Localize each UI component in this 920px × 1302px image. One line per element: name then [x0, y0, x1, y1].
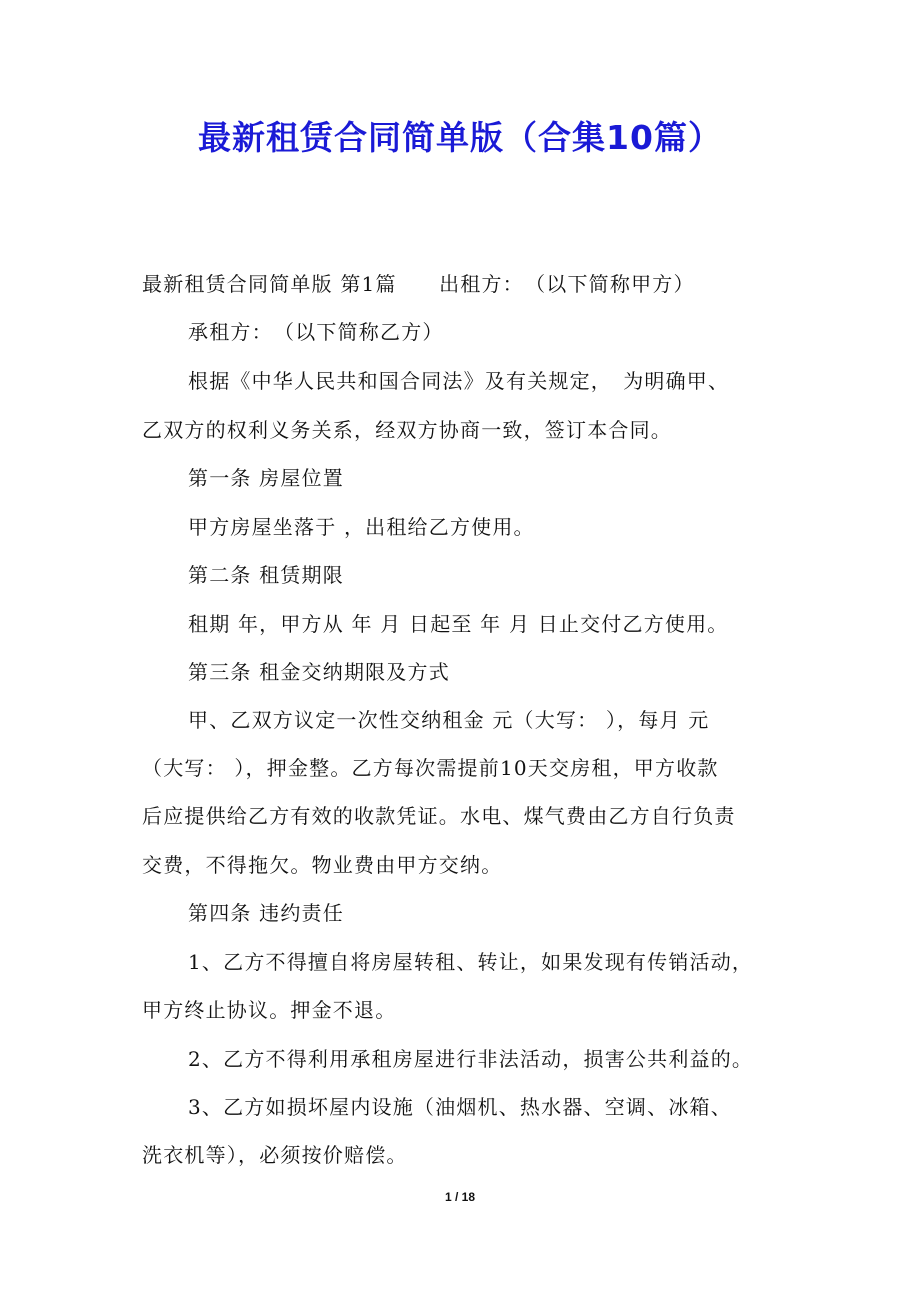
section-heading: 第二条 租赁期限: [188, 563, 344, 587]
document-title: 最新租赁合同简单版（合集10篇）: [198, 118, 722, 157]
text-line: 甲方终止协议。押金不退。: [142, 998, 397, 1022]
text-line: 甲、乙双方议定一次性交纳租金 元（大写： ），每月 元: [188, 708, 710, 732]
text-line: （大写： ），押金整。乙方每次需提前10天交房租，甲方收款: [142, 756, 719, 780]
text-line: 租期 年，甲方从 年 月 日起至 年 月 日止交付乙方使用。: [188, 612, 729, 636]
section-heading: 第一条 房屋位置: [188, 466, 344, 490]
text-line: 根据《中华人民共和国合同法》及有关规定， 为明确甲、: [188, 369, 730, 393]
text-line: 最新租赁合同简单版 第1篇 出租方： （以下简称甲方）: [142, 272, 695, 296]
text-line: 2、乙方不得利用承租房屋进行非法活动，损害公共利益的。: [188, 1047, 754, 1071]
section-heading: 第四条 违约责任: [188, 901, 344, 925]
text-line: 乙双方的权利义务关系，经双方协商一致，签订本合同。: [142, 418, 672, 442]
text-line: 3、乙方如损坏屋内设施（油烟机、热水器、空调、冰箱、: [188, 1095, 732, 1119]
page-number: 1 / 18: [444, 1190, 476, 1204]
text-line: 1、乙方不得擅自将房屋转租、转让，如果发现有传销活动，: [188, 950, 754, 974]
text-line: 洗衣机等），必须按价赔偿。: [142, 1143, 408, 1167]
text-line: 甲方房屋坐落于 ，出租给乙方使用。: [188, 515, 535, 539]
text-line: 交费，不得拖欠。物业费由甲方交纳。: [142, 853, 503, 877]
text-line: 后应提供给乙方有效的收款凭证。水电、煤气费由乙方自行负责: [142, 804, 736, 828]
text-line: 承租方： （以下简称乙方）: [188, 320, 444, 344]
section-heading: 第三条 租金交纳期限及方式: [188, 660, 450, 684]
